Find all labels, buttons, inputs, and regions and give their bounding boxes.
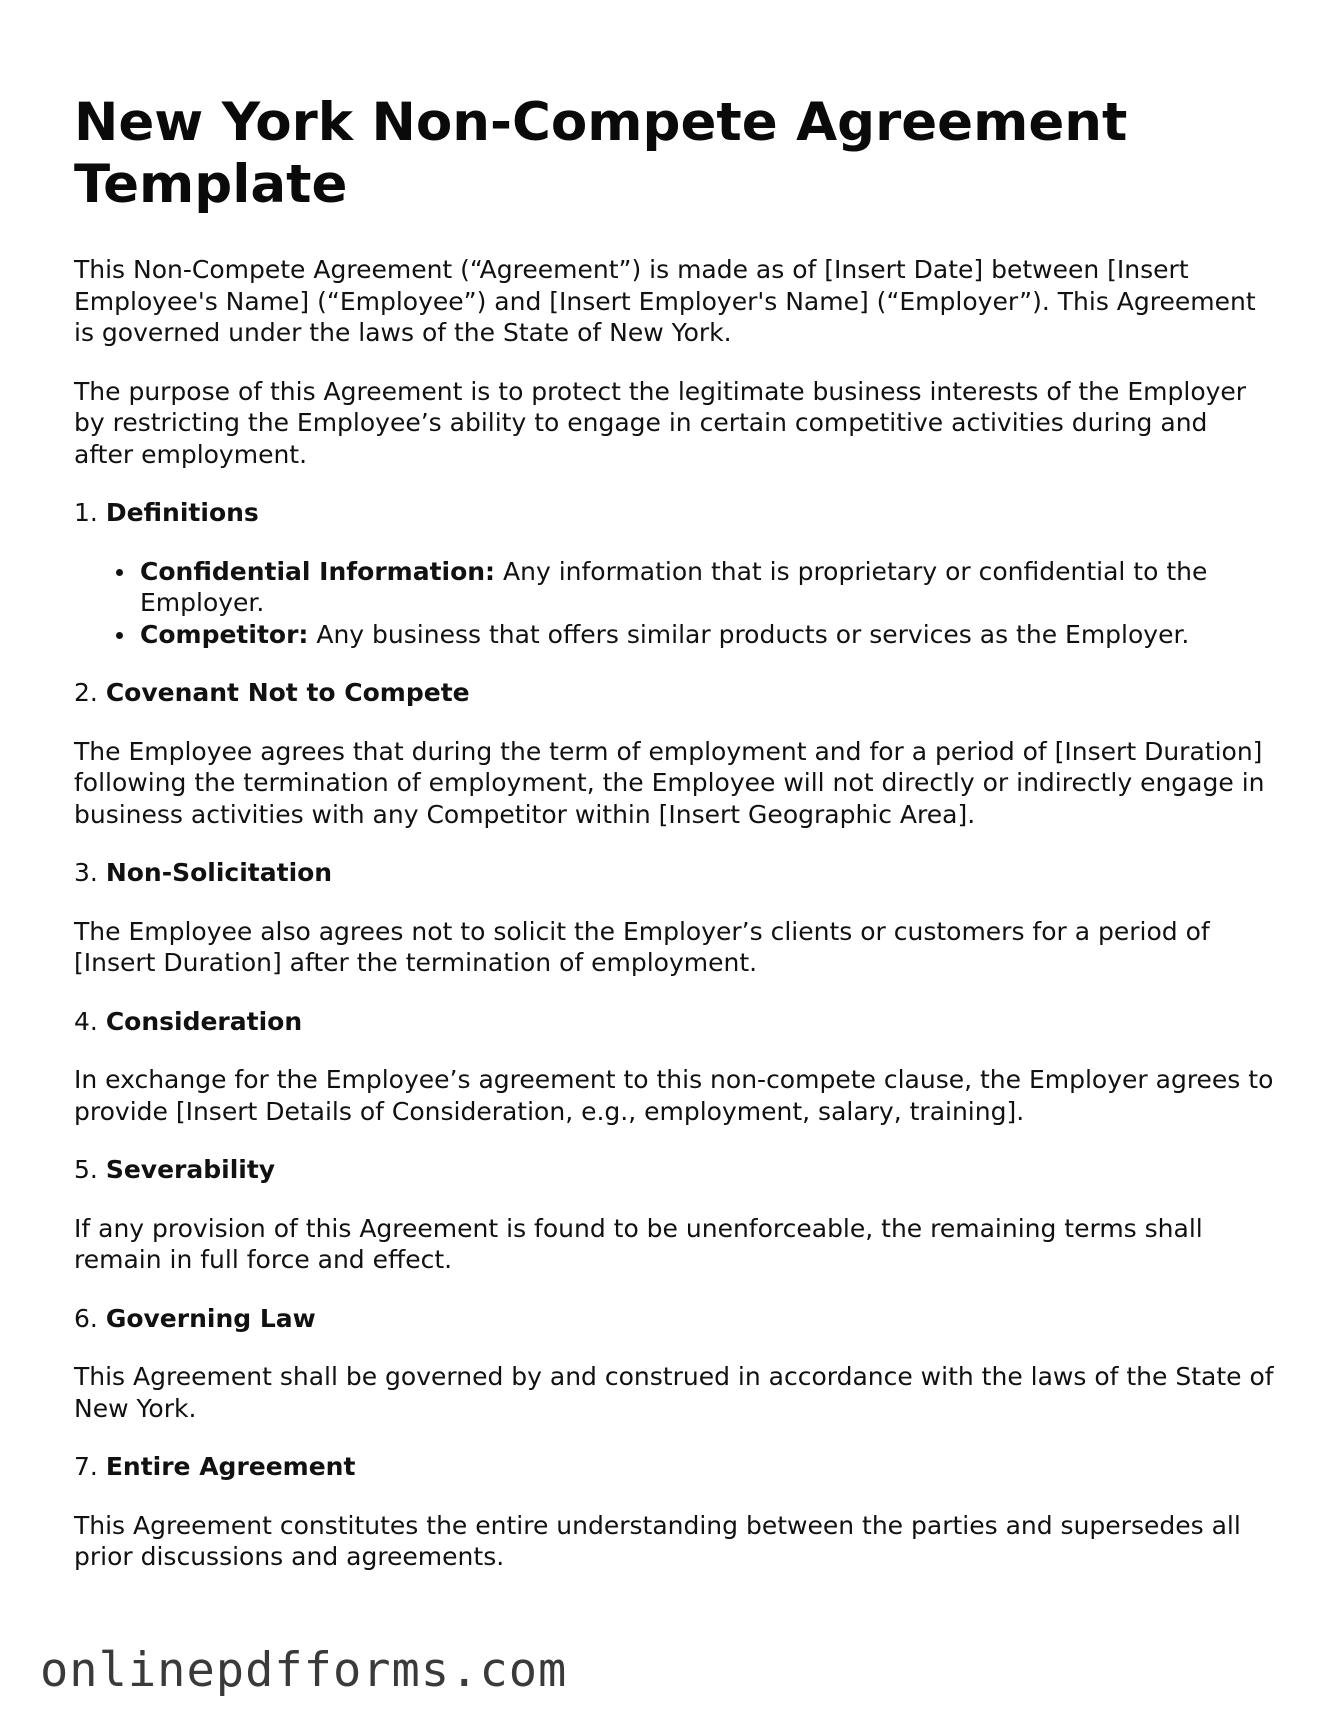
section-number: 4. [74,1006,98,1036]
section-heading-definitions [74,497,1274,529]
section-body-entire-agreement: This Agreement constitutes the entire understanding between the parties and supersedes all prior discussions and agreements. [74,1510,1241,1571]
section-title: Covenant Not to Compete [105,678,470,707]
definition-text: Any information that is proprietary or confidential to the Employer. [140,556,1208,617]
section-title: Severability [105,1155,276,1184]
section-number: 7. [74,1452,98,1481]
definition-term: Competitor: [140,619,309,649]
watermark: onlinepdfforms.com [40,1643,568,1698]
section-body-consideration: In exchange for the Employee’s agreement to this non-compete clause, the Employer agrees to provide [Insert Details of Consideration, e.g., employment, salary, training]. [74,1065,1274,1126]
purpose-paragraph: The purpose of this Agreement is to protect the legitimate business interests of the Employer by restricting the Employee’s ability to engage in certain competitive activities during and after employment. [74,376,1247,469]
section-heading-consideration [74,1006,1274,1038]
list-item [140,556,1274,619]
section-body-covenant: The Employee agrees that during the term of employment and for a period of [Insert Duration] following the termination of employment, the Employee will not directly or indirectly engage in business activities with any Competitor within [Insert Geographic Area]. [74,736,1265,829]
section-heading-governing-law [74,1303,1274,1335]
definitions-list [74,556,1274,651]
definition-term: Confidential Information: [140,556,496,586]
section-title: Governing Law [105,1303,316,1333]
section-title: Definitions [105,498,259,527]
intro-paragraph: This Non-Compete Agreement (“Agreement”) is made as of [Insert Date] between [Insert Employee's Name] (“Employee”) and [Insert Employer's Name] (“Employer”). This Agreement is governed under the laws of the State of New York. [74,255,1256,347]
document-title: New York Non-Compete Agreement Template [74,92,1128,215]
section-number: 1. [74,498,98,527]
section-title: Non-Solicitation [105,858,333,887]
section-number: 5. [74,1155,98,1184]
section-body-non-solicitation: The Employee also agrees not to solicit the Employer’s clients or customers for a period of [Insert Duration] after the termination of employment. [74,916,1210,977]
definition-text: Any business that offers similar products or services as the Employer. [316,619,1190,649]
section-number: 2. [74,678,98,707]
section-number: 3. [74,858,98,887]
section-heading-non-solicitation [74,857,1274,889]
document-page [74,92,1274,1600]
section-number: 6. [74,1303,98,1333]
section-title: Consideration [105,1006,303,1036]
section-body-severability: If any provision of this Agreement is found to be unenforceable, the remaining terms shall remain in full force and effect. [74,1213,1203,1274]
section-heading-severability [74,1154,1274,1186]
list-item [140,619,1274,651]
section-heading-covenant [74,677,1274,709]
section-title: Entire Agreement [105,1452,356,1481]
section-heading-entire-agreement [74,1451,1274,1483]
section-body-governing-law: This Agreement shall be governed by and construed in accordance with the laws of the State of New York. [74,1362,1274,1423]
